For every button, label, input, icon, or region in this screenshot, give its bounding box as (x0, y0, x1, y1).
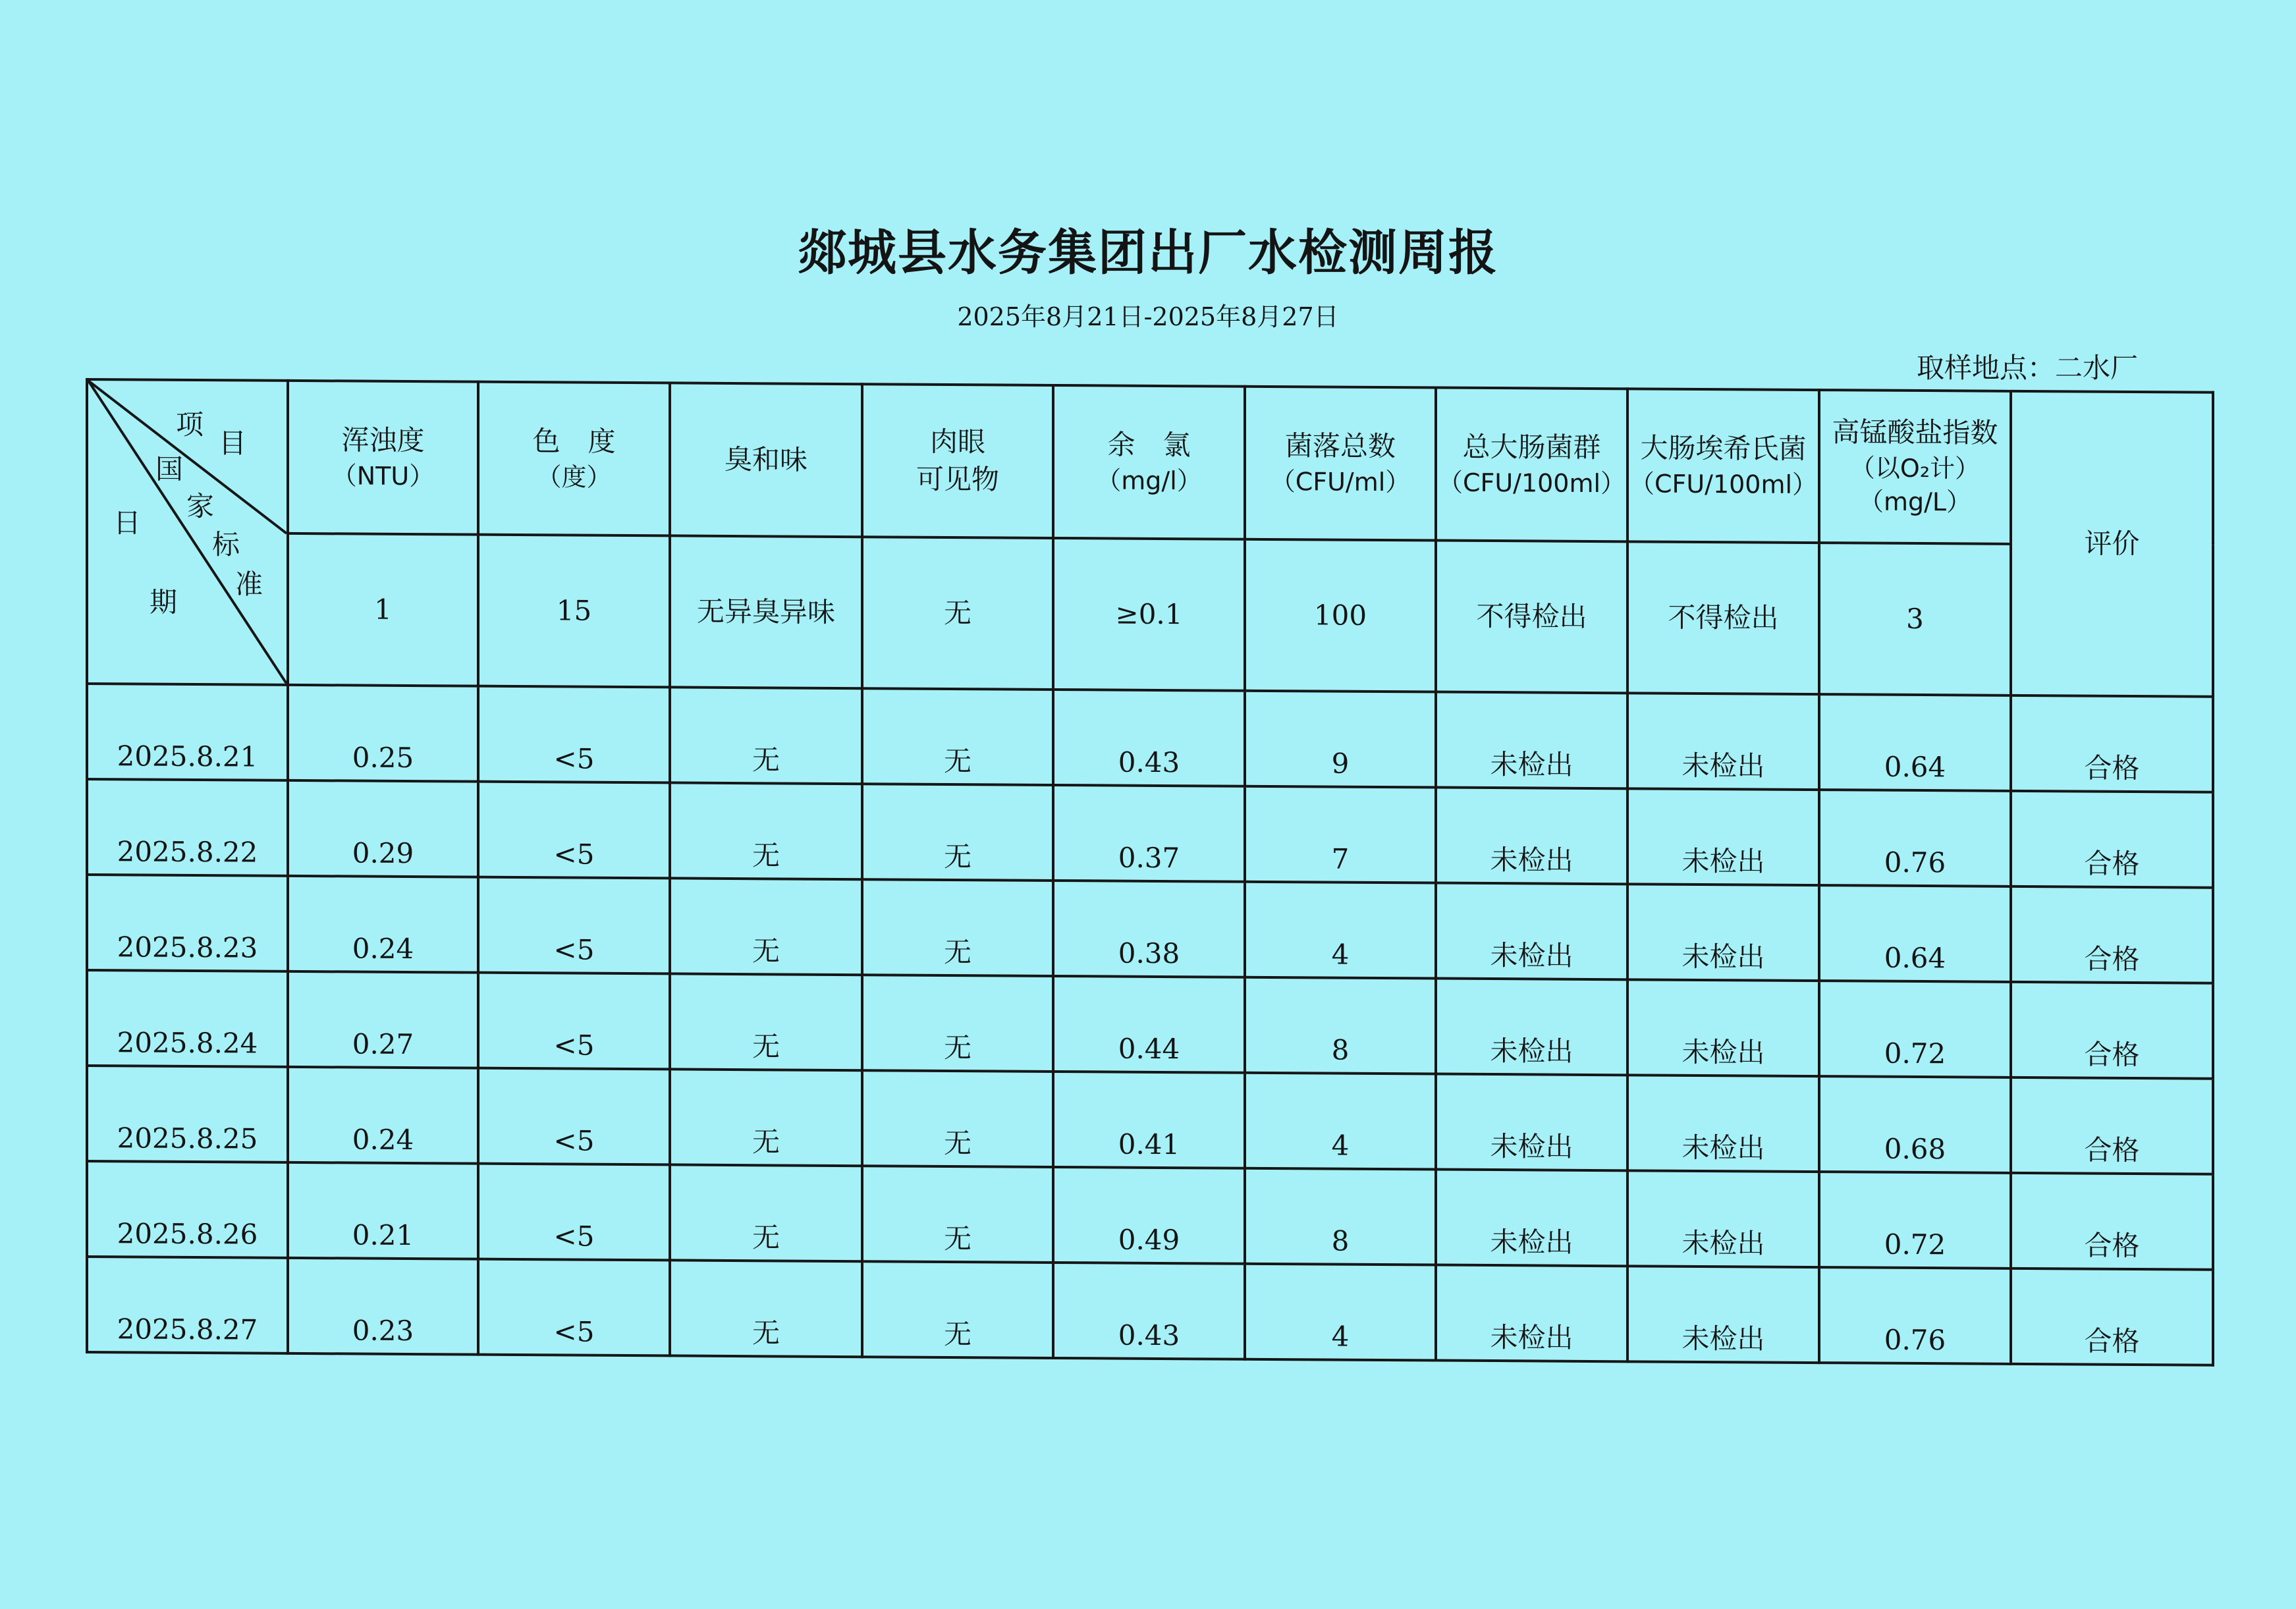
header-color (478, 382, 670, 536)
cell-date: 2025.8.25 (87, 1066, 288, 1162)
cell-permanganate: 0.72 (1819, 981, 2011, 1077)
cell-result: 合格 (2011, 1268, 2213, 1365)
cell-chlorine: 0.37 (1053, 785, 1245, 882)
cell-chlorine: 0.43 (1053, 690, 1245, 786)
cell-date: 2025.8.26 (87, 1161, 288, 1258)
cell-turbidity: 0.29 (288, 780, 478, 877)
standard-permanganate: 3 (1819, 543, 2011, 695)
corner-standard-char-4: 准 (235, 568, 263, 601)
cell-visible: 无 (862, 1261, 1053, 1358)
table-row (87, 1257, 2213, 1365)
cell-date: 2025.8.22 (87, 779, 288, 876)
header-visible (862, 384, 1053, 538)
cell-visible: 无 (862, 688, 1053, 785)
header-coliform (1436, 388, 1627, 542)
cell-color: <5 (478, 1259, 670, 1356)
header-visible-unit: 可见物 (916, 462, 999, 496)
header-turbidity-unit: （NTU） (331, 460, 435, 491)
cell-coliform: 未检出 (1436, 1265, 1627, 1362)
table-row (87, 684, 2213, 792)
cell-result: 合格 (2011, 886, 2213, 983)
table-row (87, 1161, 2213, 1270)
cell-ecoli: 未检出 (1627, 1266, 1819, 1363)
cell-result: 合格 (2011, 982, 2213, 1079)
cell-permanganate: 0.76 (1819, 1267, 2011, 1364)
header-turbidity-name: 浑浊度 (341, 423, 425, 457)
cell-visible: 无 (862, 1070, 1053, 1167)
header-color-unit: （度） (536, 462, 612, 492)
header-odor-name: 臭和味 (724, 443, 807, 476)
cell-colonies: 4 (1245, 1264, 1436, 1361)
cell-result: 合格 (2011, 791, 2213, 888)
cell-permanganate: 0.72 (1819, 1172, 2011, 1268)
cell-permanganate: 0.68 (1819, 1076, 2011, 1173)
cell-chlorine: 0.38 (1053, 881, 1245, 977)
standard-colonies: 100 (1245, 539, 1436, 692)
header-colonies-unit: （CFU/ml） (1270, 466, 1411, 497)
cell-color: <5 (478, 973, 670, 1070)
table-row (87, 970, 2213, 1079)
corner-item-char-2: 目 (219, 427, 247, 460)
corner-date-char-1: 日 (113, 506, 142, 539)
cell-turbidity: 0.24 (288, 876, 478, 973)
header-turbidity (288, 381, 478, 535)
cell-colonies: 7 (1245, 786, 1436, 883)
header-chlorine (1053, 385, 1245, 539)
cell-coliform: 未检出 (1436, 979, 1627, 1076)
cell-date: 2025.8.24 (87, 970, 288, 1067)
header-permanganate-name: 高锰酸盐指数 (1832, 416, 1998, 450)
cell-turbidity: 0.25 (288, 685, 478, 782)
standard-color: 15 (478, 535, 670, 688)
cell-ecoli: 未检出 (1627, 979, 1819, 1076)
header-odor (670, 383, 862, 537)
cell-permanganate: 0.64 (1819, 885, 2011, 982)
cell-ecoli: 未检出 (1627, 693, 1819, 790)
cell-coliform: 未检出 (1436, 1170, 1627, 1267)
header-permanganate-unit2: （mg/L） (1858, 487, 1972, 517)
cell-ecoli: 未检出 (1627, 1075, 1819, 1172)
header-ecoli (1627, 389, 1819, 543)
cell-result: 合格 (2011, 695, 2213, 792)
cell-odor: 无 (670, 782, 862, 879)
corner-item-char-1: 项 (176, 408, 204, 441)
standard-turbidity: 1 (288, 533, 478, 686)
cell-ecoli: 未检出 (1627, 1170, 1819, 1267)
cell-color: <5 (478, 877, 670, 974)
cell-turbidity: 0.21 (288, 1162, 478, 1259)
cell-color: <5 (478, 686, 670, 783)
cell-chlorine: 0.43 (1053, 1263, 1245, 1359)
cell-turbidity: 0.27 (288, 971, 478, 1068)
cell-color: <5 (478, 1164, 670, 1261)
cell-odor: 无 (670, 973, 862, 1070)
cell-colonies: 9 (1245, 691, 1436, 788)
header-color-name: 色 度 (532, 425, 616, 458)
cell-result: 合格 (2011, 1077, 2213, 1174)
cell-odor: 无 (670, 878, 862, 975)
header-colonies (1245, 387, 1436, 541)
cell-ecoli: 未检出 (1627, 788, 1819, 885)
cell-turbidity: 0.23 (288, 1258, 478, 1355)
date-range: 2025年8月21日-2025年8月27日 (957, 302, 1339, 331)
cell-coliform: 未检出 (1436, 788, 1627, 885)
cell-visible: 无 (862, 975, 1053, 1072)
cell-colonies: 8 (1245, 1168, 1436, 1265)
sampling-location: 取样地点：二水厂 (1916, 352, 2138, 384)
cell-colonies: 8 (1245, 977, 1436, 1074)
cell-chlorine: 0.49 (1053, 1167, 1245, 1264)
header-chlorine-unit: （mg/l） (1096, 466, 1202, 496)
corner-date-char-2: 期 (150, 586, 178, 618)
standard-odor: 无异臭异味 (670, 535, 862, 688)
cell-permanganate: 0.64 (1819, 694, 2011, 791)
standard-ecoli: 不得检出 (1627, 541, 1819, 694)
cell-odor: 无 (670, 687, 862, 784)
header-corner-cell (87, 379, 288, 685)
cell-chlorine: 0.41 (1053, 1072, 1245, 1168)
cell-ecoli: 未检出 (1627, 884, 1819, 981)
header-colonies-name: 菌落总数 (1284, 429, 1396, 463)
header-ecoli-name: 大肠埃希氏菌 (1640, 431, 1807, 465)
cell-coliform: 未检出 (1436, 692, 1627, 789)
cell-odor: 无 (670, 1069, 862, 1166)
cell-date: 2025.8.27 (87, 1257, 288, 1353)
header-permanganate-unit: （以O₂计） (1849, 453, 1981, 483)
header-chlorine-name: 余 氯 (1107, 428, 1191, 462)
cell-visible: 无 (862, 784, 1053, 881)
cell-coliform: 未检出 (1436, 1074, 1627, 1171)
header-permanganate (1819, 390, 2011, 544)
corner-standard-char-3: 标 (212, 528, 240, 561)
cell-odor: 无 (670, 1260, 862, 1357)
cell-colonies: 4 (1245, 882, 1436, 979)
header-visible-name: 肉眼 (929, 425, 985, 458)
corner-standard-char-1: 国 (155, 452, 184, 485)
cell-colonies: 4 (1245, 1073, 1436, 1170)
cell-visible: 无 (862, 879, 1053, 976)
cell-chlorine: 0.44 (1053, 976, 1245, 1073)
corner-standard-char-2: 家 (186, 489, 215, 523)
header-evaluation: 评价 (2011, 391, 2213, 697)
header-coliform-unit: （CFU/100ml） (1437, 468, 1626, 498)
standard-visible: 无 (862, 537, 1053, 690)
cell-turbidity: 0.24 (288, 1067, 478, 1164)
cell-permanganate: 0.76 (1819, 790, 2011, 886)
table-row (87, 779, 2213, 888)
table-row (87, 875, 2213, 983)
cell-color: <5 (478, 782, 670, 879)
water-quality-table (86, 378, 2214, 1367)
cell-date: 2025.8.23 (87, 875, 288, 971)
standard-chlorine: ≥0.1 (1053, 538, 1245, 691)
cell-color: <5 (478, 1068, 670, 1165)
cell-coliform: 未检出 (1436, 883, 1627, 980)
header-coliform-name: 总大肠菌群 (1462, 430, 1601, 464)
cell-result: 合格 (2011, 1173, 2213, 1270)
cell-odor: 无 (670, 1164, 862, 1261)
cell-visible: 无 (862, 1166, 1053, 1263)
standard-coliform: 不得检出 (1436, 541, 1627, 694)
header-ecoli-unit: （CFU/100ml） (1629, 469, 1818, 499)
table-row (87, 1066, 2213, 1174)
report-title: 郯城县水务集团出厂水检测周报 (798, 225, 1498, 281)
cell-date: 2025.8.21 (87, 684, 288, 780)
